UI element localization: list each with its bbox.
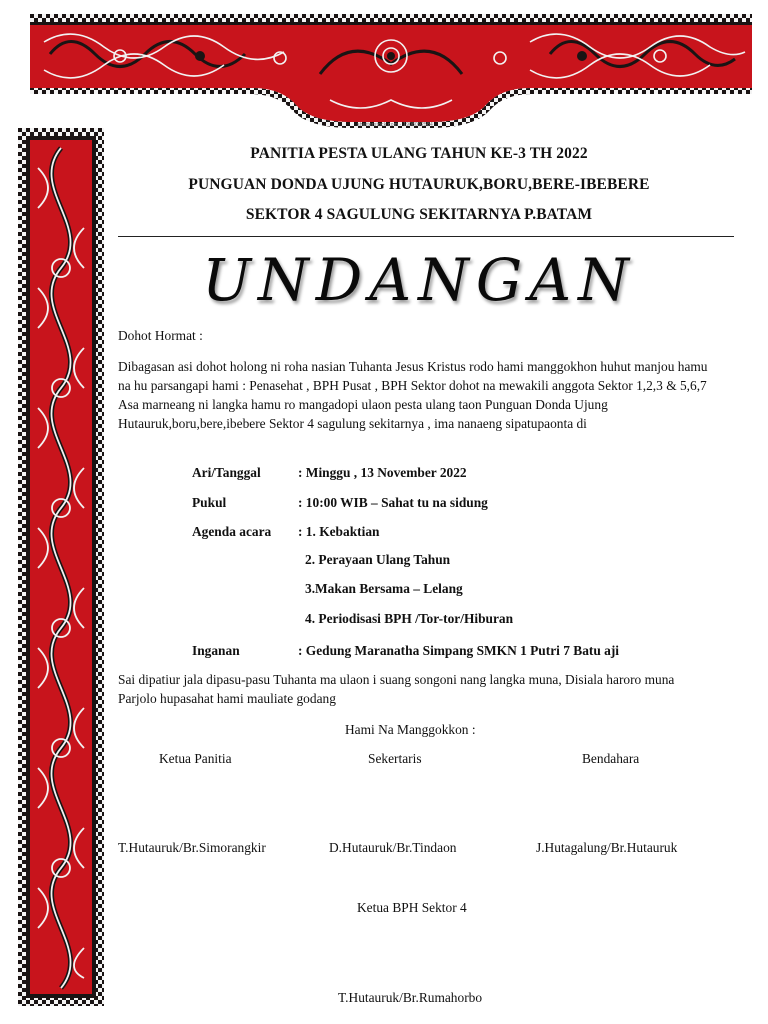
greeting-text: Dohot Hormat : [118, 328, 203, 343]
agenda-label: Agenda acara [192, 524, 272, 539]
invitation-title: UNDANGAN [202, 246, 636, 314]
intro-paragraph: Dibagasan asi dohot holong ni roha nasian Tuhanta Jesus Kristus rodo hami manggokhon huhut manjou hamu na hu parsangapi hami : Penasehat , BPH Pusat , BPH Sektor dohot na mewakili anggota Sektor 1,2,3 & 5,6,7 Asa marneang ni langka hamu ro mangadopi ulaon pesta ulang taon Punguan Donda Ujung Hutauruk,boru,bere,ibebere Sektor 4 sagulung sekitarnya , ima nanaeng sipatupaonta di [118, 359, 708, 431]
date-label: Ari/Tanggal [192, 465, 261, 480]
watermark-text: shutterstock.com · 1908092584 [357, 122, 433, 128]
agenda-row [192, 522, 379, 541]
committee-title: PANITIA PESTA ULANG TAHUN KE-3 TH 2022 [250, 145, 588, 162]
agenda-item: 2. Perayaan Ulang Tahun [305, 552, 451, 567]
role-bph-chairman: Ketua BPH Sektor 4 [357, 900, 467, 915]
time-value: : 10:00 WIB – Sahat tu na sidung [298, 495, 488, 510]
name-secretary: D.Hutauruk/Br.Tindaon [329, 840, 457, 855]
organization-name: PUNGUAN DONDA UJUNG HUTAURUK,BORU,BERE-IBEBERE [188, 176, 650, 193]
agenda-item: : 1. Kebaktian [298, 524, 380, 539]
date-value: : Minggu , 13 November 2022 [298, 465, 467, 480]
name-treasurer: J.Hutagalung/Br.Hutauruk [536, 840, 678, 855]
name-chairman: T.Hutauruk/Br.Simorangkir [118, 840, 266, 855]
venue-row [192, 641, 619, 660]
side-ornament-border [18, 128, 104, 1006]
time-label: Pukul [192, 495, 227, 510]
time-row [192, 493, 488, 512]
agenda-item: 3.Makan Bersama – Lelang [305, 581, 463, 596]
sector-name: SEKTOR 4 SAGULUNG SEKITARNYA P.BATAM [245, 206, 593, 223]
role-treasurer: Bendahara [582, 751, 640, 766]
role-chairman: Ketua Panitia [159, 751, 232, 766]
name-bph-chairman: T.Hutauruk/Br.Rumahorbo [338, 990, 483, 1005]
closing-paragraph: Sai dipatiur jala dipasu-pasu Tuhanta ma ulaon i suang songoni nang langka muna, Disiala haroro muna Parjolo hupasahat hami mauliate godang [118, 672, 675, 706]
agenda-item: 4. Periodisasi BPH /Tor-tor/Hiburan [305, 611, 514, 626]
role-secretary: Sekertaris [368, 751, 422, 766]
date-row [192, 463, 467, 482]
venue-value: : Gedung Maranatha Simpang SMKN 1 Putri 7 Batu aji [298, 643, 620, 658]
signature-intro: Hami Na Manggokkon : [345, 722, 476, 737]
header-divider [118, 236, 734, 237]
top-ornament-banner [30, 14, 752, 132]
venue-label: Inganan [192, 643, 240, 658]
